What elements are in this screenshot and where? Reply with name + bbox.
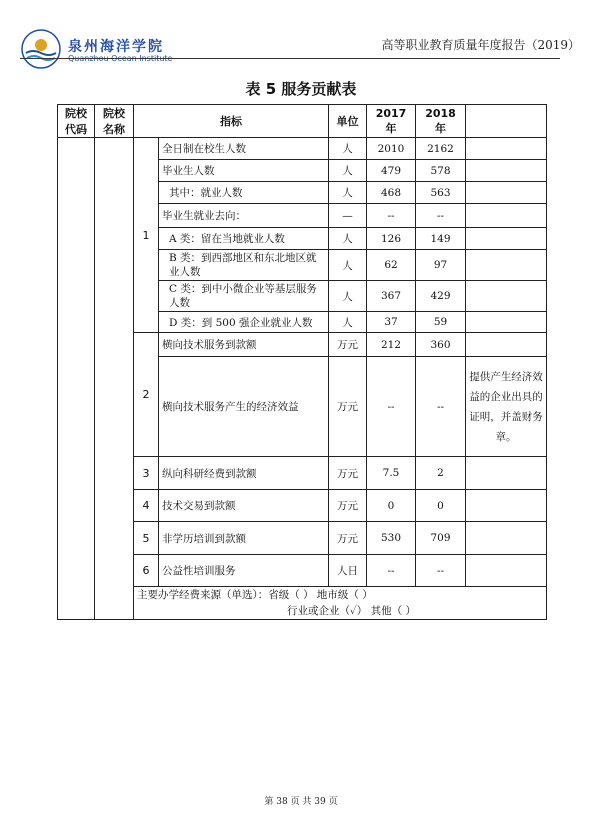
unit-cell: 万元 <box>329 522 367 555</box>
value-2018: 360 <box>416 333 466 357</box>
value-2018: 97 <box>416 250 466 281</box>
unit-cell: 人 <box>329 228 367 250</box>
unit-cell: 万元 <box>329 457 367 490</box>
value-2018: 429 <box>416 281 466 312</box>
value-2018: 0 <box>416 490 466 522</box>
indicator-label: 毕业生就业去向： <box>159 204 329 228</box>
value-2017: 7.5 <box>367 457 416 490</box>
note-cell <box>466 522 547 555</box>
indicator-label: C 类：到中小微企业等基层服务人数 <box>159 281 329 312</box>
value-2017: -- <box>367 204 416 228</box>
value-2017: 37 <box>367 312 416 333</box>
section-index: 4 <box>134 490 159 522</box>
indicator-label: 全日制在校生人数 <box>159 138 329 160</box>
value-2017: 126 <box>367 228 416 250</box>
unit-cell: 人 <box>329 160 367 182</box>
note-cell <box>466 490 547 522</box>
indicator-label: 横向技术服务到款额 <box>159 333 329 357</box>
value-2017: -- <box>367 357 416 457</box>
note-cell: 提供产生经济效益的企业出具的证明，并盖财务章。 <box>466 357 547 457</box>
unit-cell: 人 <box>329 182 367 204</box>
indicator-label: A 类：留在当地就业人数 <box>159 228 329 250</box>
col-school-name: 院校名称 <box>95 105 134 138</box>
indicator-label: 纵向科研经费到款额 <box>159 457 329 490</box>
section-index: 6 <box>134 555 159 587</box>
unit-cell: 人 <box>329 281 367 312</box>
table-header-row <box>58 105 547 138</box>
funding-source-line2: 行业或企业（✓） 其他（ ） <box>287 605 416 617</box>
note-cell <box>466 160 547 182</box>
note-cell <box>466 281 547 312</box>
value-2018: 2162 <box>416 138 466 160</box>
funding-source-line1: 主要办学经费来源（单选）：省级（ ） 地市级（ ） <box>137 589 373 601</box>
indicator-label: 其中：就业人数 <box>159 182 329 204</box>
value-2017: 212 <box>367 333 416 357</box>
value-2018: 2 <box>416 457 466 490</box>
unit-cell: 人 <box>329 312 367 333</box>
note-cell <box>466 555 547 587</box>
value-2017: 367 <box>367 281 416 312</box>
service-contribution-table <box>57 104 547 620</box>
note-cell <box>466 457 547 490</box>
note-cell <box>466 204 547 228</box>
note-cell <box>466 333 547 357</box>
section-index: 3 <box>134 457 159 490</box>
indicator-label: D 类：到 500 强企业就业人数 <box>159 312 329 333</box>
note-cell <box>466 228 547 250</box>
table-title: 表 5 服务贡献表 <box>245 80 357 98</box>
unit-cell: 万元 <box>329 333 367 357</box>
value-2017: 62 <box>367 250 416 281</box>
value-2017: 0 <box>367 490 416 522</box>
section-index: 5 <box>134 522 159 555</box>
unit-cell: 人 <box>329 138 367 160</box>
value-2017: 2010 <box>367 138 416 160</box>
value-2018: -- <box>416 357 466 457</box>
col-2018: 2018 年 <box>416 105 466 138</box>
note-cell <box>466 250 547 281</box>
col-2017: 2017 年 <box>367 105 416 138</box>
header-divider <box>20 58 560 59</box>
indicator-label: 技术交易到款额 <box>159 490 329 522</box>
value-2017: -- <box>367 555 416 587</box>
value-2017: 468 <box>367 182 416 204</box>
unit-cell: 万元 <box>329 357 367 457</box>
school-name-en: Quanzhou Ocean Institute <box>68 54 173 63</box>
school-logo-icon <box>20 28 62 70</box>
value-2018: 59 <box>416 312 466 333</box>
value-2018: 578 <box>416 160 466 182</box>
indicator-label: B 类：到西部地区和东北地区就业人数 <box>159 250 329 281</box>
col-school-code: 院校代码 <box>58 105 95 138</box>
funding-source-cell <box>134 587 547 620</box>
note-cell <box>466 182 547 204</box>
unit-cell: 人日 <box>329 555 367 587</box>
value-2017: 530 <box>367 522 416 555</box>
value-2018: 563 <box>416 182 466 204</box>
indicator-label: 非学历培训到款额 <box>159 522 329 555</box>
note-cell <box>466 312 547 333</box>
page-number: 第 38 页 共 39 页 <box>264 797 338 807</box>
section-index: 1 <box>134 138 159 333</box>
indicator-label: 横向技术服务产生的经济效益 <box>159 357 329 457</box>
note-cell <box>466 138 547 160</box>
value-2018: -- <box>416 555 466 587</box>
col-note <box>466 105 547 138</box>
value-2017: 479 <box>367 160 416 182</box>
value-2018: -- <box>416 204 466 228</box>
value-2018: 709 <box>416 522 466 555</box>
value-2018: 149 <box>416 228 466 250</box>
school-name-cn: 泉州海洋学院 <box>68 39 164 55</box>
col-unit: 单位 <box>329 105 367 138</box>
school-name-cell <box>95 138 134 620</box>
unit-cell: — <box>329 204 367 228</box>
indicator-label: 毕业生人数 <box>159 160 329 182</box>
unit-cell: 人 <box>329 250 367 281</box>
indicator-label: 公益性培训服务 <box>159 555 329 587</box>
section-index: 2 <box>134 333 159 457</box>
col-indicator: 指标 <box>134 105 329 138</box>
unit-cell: 万元 <box>329 490 367 522</box>
table-row <box>58 138 547 160</box>
report-title: 高等职业教育质量年度报告（2019） <box>381 38 580 52</box>
school-code-cell <box>58 138 95 620</box>
